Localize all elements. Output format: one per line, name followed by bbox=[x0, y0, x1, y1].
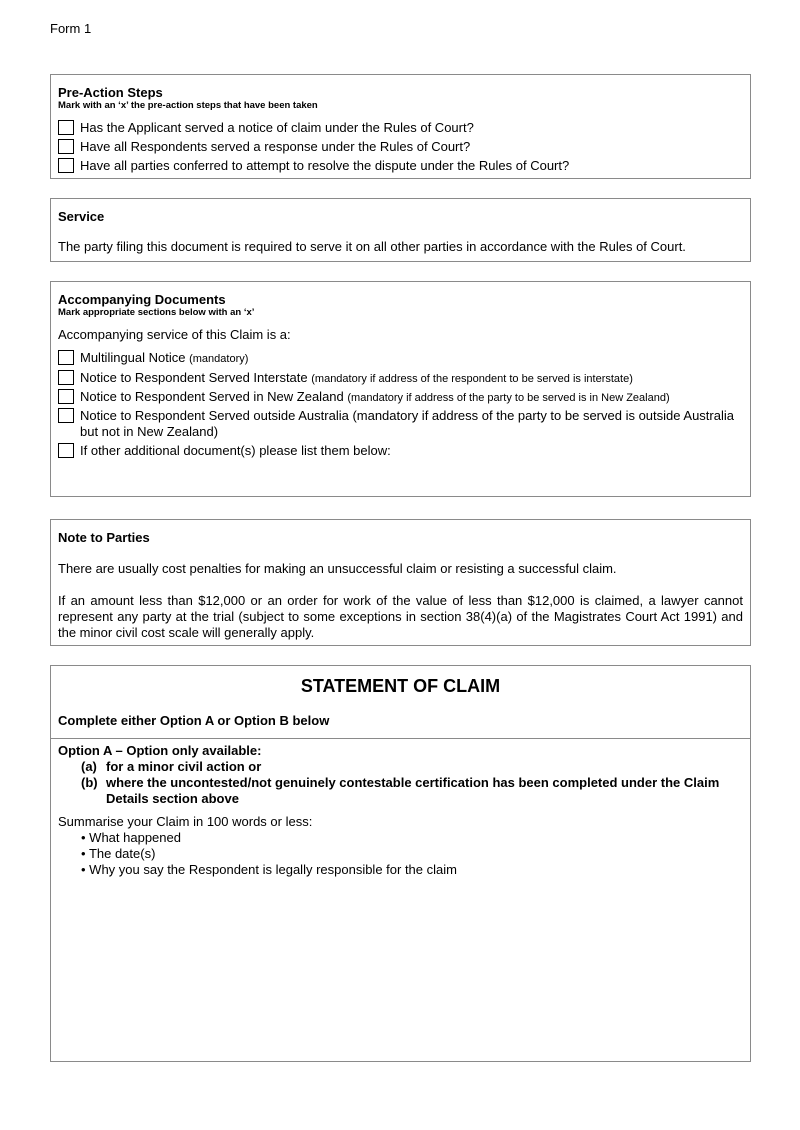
accompanying-checkbox-1[interactable] bbox=[58, 350, 74, 365]
accompanying-subtitle: Mark appropriate sections below with an ‘x’ bbox=[58, 307, 255, 318]
service-section bbox=[50, 198, 751, 262]
note-to-parties-section bbox=[50, 519, 751, 646]
pre-action-title: Pre-Action Steps bbox=[58, 85, 163, 100]
note-paragraph-1: There are usually cost penalties for making an unsuccessful claim or resisting a successful claim. bbox=[58, 561, 617, 576]
statement-divider bbox=[51, 738, 750, 739]
statement-heading: STATEMENT OF CLAIM bbox=[300, 676, 501, 696]
form-label: Form 1 bbox=[50, 21, 92, 36]
pre-action-item-label: Have all Respondents served a response under the Rules of Court? bbox=[80, 139, 471, 154]
summary-bullet: • The date(s) bbox=[81, 846, 156, 861]
accompanying-intro: Accompanying service of this Claim is a: bbox=[58, 327, 291, 342]
option-a-item: where the uncontested/not genuinely contestable certification has been completed under the Claim Details section above bbox=[106, 775, 720, 806]
service-title: Service bbox=[58, 209, 105, 224]
accompanying-item-label: Notice to Respondent Served outside Australia (mandatory if address of the party to be served is outside Australia but not in New Zealand) bbox=[80, 408, 734, 439]
pre-action-item-label: Have all parties conferred to attempt to resolve the dispute under the Rules of Court? bbox=[80, 158, 570, 173]
accompanying-documents-section bbox=[50, 281, 751, 497]
pre-action-checkbox-2[interactable] bbox=[58, 139, 74, 154]
note-title: Note to Parties bbox=[58, 530, 150, 545]
statement-instruction: Complete either Option A or Option B below bbox=[58, 713, 330, 728]
service-text: The party filing this document is required to serve it on all other parties in accordance with the Rules of Court. bbox=[58, 239, 686, 254]
accompanying-checkbox-5[interactable] bbox=[58, 443, 74, 458]
accompanying-checkbox-2[interactable] bbox=[58, 370, 74, 385]
option-a-marker: (a) bbox=[81, 759, 97, 774]
pre-action-checkbox-3[interactable] bbox=[58, 158, 74, 173]
accompanying-checkbox-4[interactable] bbox=[58, 408, 74, 423]
accompanying-item-note: (mandatory) bbox=[189, 353, 249, 365]
option-a-marker: (b) bbox=[81, 775, 98, 790]
accompanying-item-note: (mandatory if address of the respondent to be served is interstate) bbox=[311, 373, 633, 385]
accompanying-title: Accompanying Documents bbox=[58, 292, 226, 307]
summary-bullet: • Why you say the Respondent is legally responsible for the claim bbox=[81, 862, 457, 877]
summary-intro: Summarise your Claim in 100 words or less: bbox=[58, 814, 313, 829]
pre-action-item-label: Has the Applicant served a notice of claim under the Rules of Court? bbox=[80, 120, 474, 135]
pre-action-steps-section bbox=[50, 74, 751, 179]
accompanying-item-label: If other additional document(s) please list them below: bbox=[80, 443, 391, 458]
option-a-item: for a minor civil action or bbox=[106, 759, 262, 774]
pre-action-checkbox-1[interactable] bbox=[58, 120, 74, 135]
statement-of-claim-section bbox=[50, 665, 751, 1062]
accompanying-item-label: Notice to Respondent Served in New Zealand bbox=[80, 389, 348, 404]
accompanying-item-label: Multilingual Notice bbox=[80, 350, 190, 365]
accompanying-checkbox-3[interactable] bbox=[58, 389, 74, 404]
summary-bullet: • What happened bbox=[81, 830, 181, 845]
option-a-title: Option A – Option only available: bbox=[58, 743, 262, 758]
note-paragraph-2: If an amount less than $12,000 or an order for work of the value of less than $12,000 is claimed, a lawyer cannot represent any party at the trial (subject to some exceptions in section 38(4)(a) of the Magistrates Court Act 1991) and the minor civil cost scale will generally apply. bbox=[58, 593, 743, 640]
accompanying-item-note: (mandatory if address of the party to be served is in New Zealand) bbox=[347, 392, 670, 404]
accompanying-item-label: Notice to Respondent Served Interstate bbox=[80, 370, 312, 385]
pre-action-subtitle: Mark with an ‘x’ the pre-action steps that have been taken bbox=[58, 100, 318, 111]
